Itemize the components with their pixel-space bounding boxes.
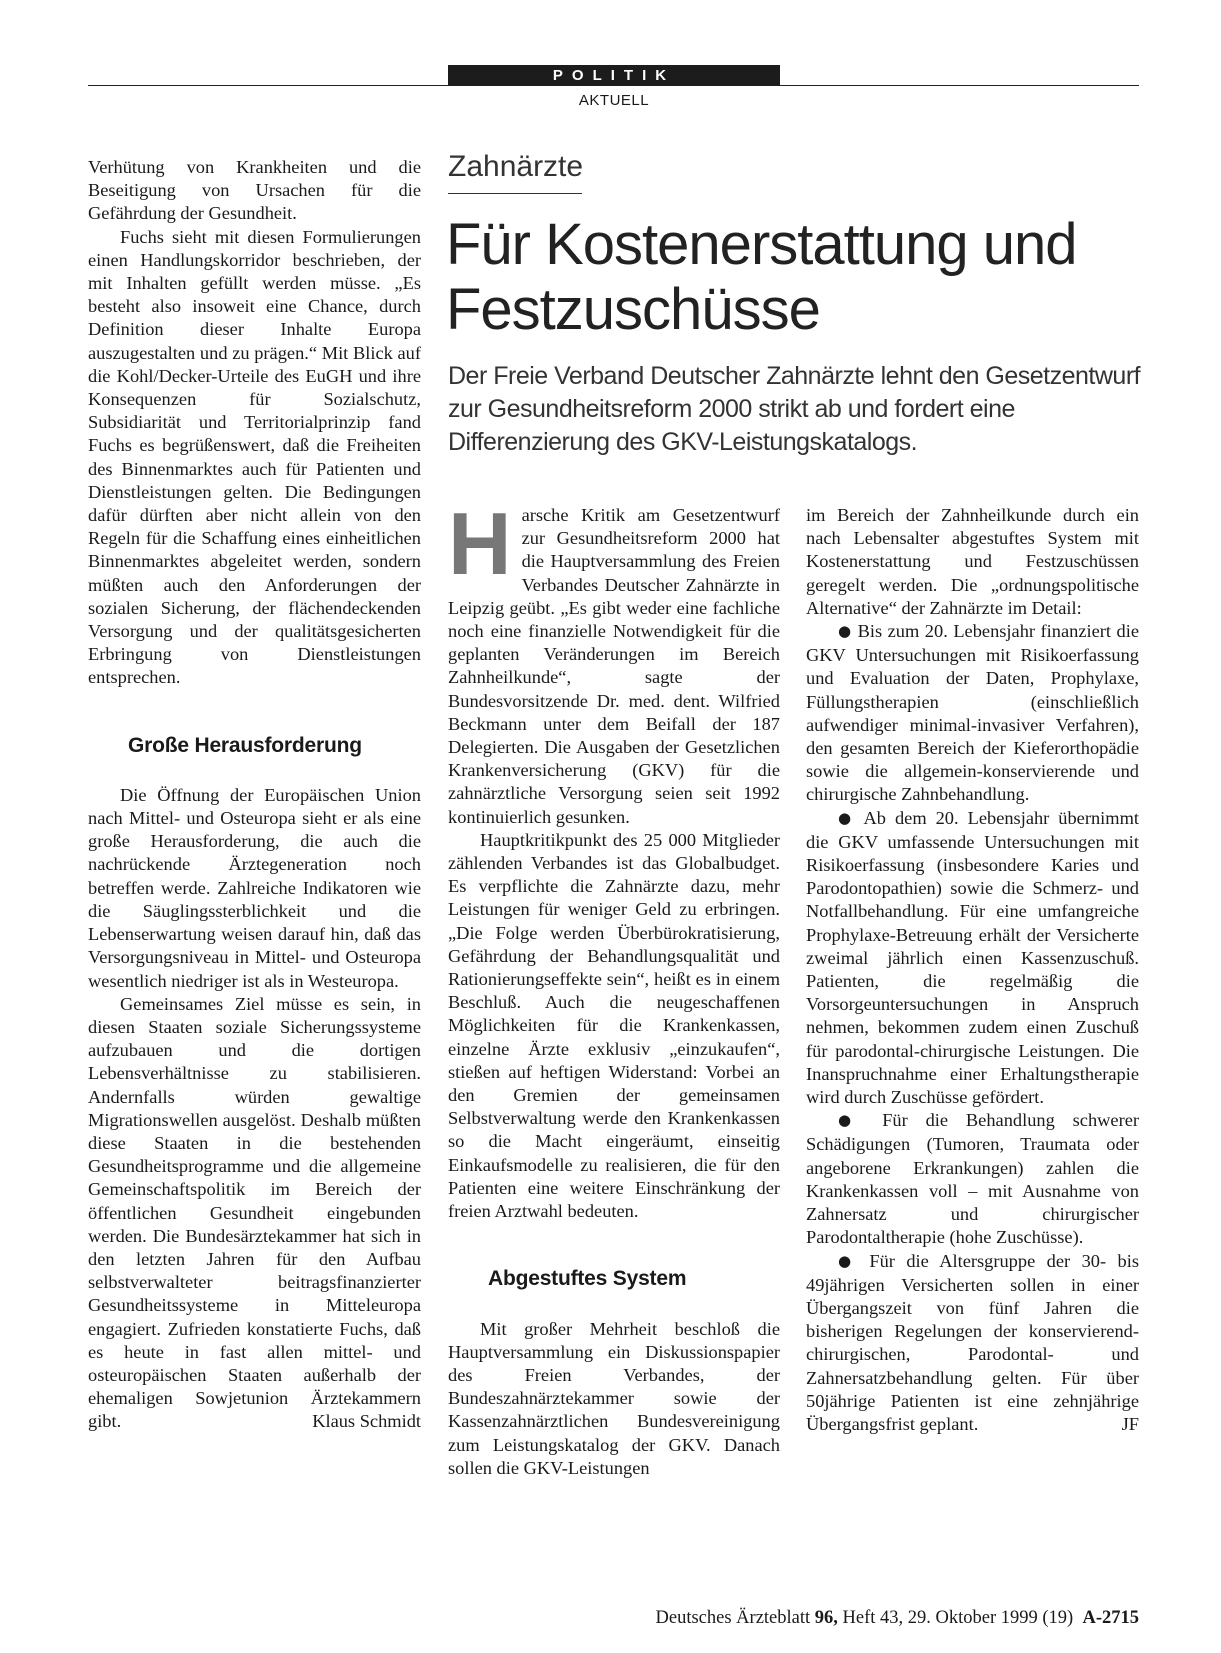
bullet-text: Für die Behandlung schwerer Schädigungen (Tumoren, Traumata oder angeborene Erkrankungen) zahlen die Krankenkassen voll – mit Ausnahme von Zahnersatz und chirurgischer Parodontaltherapie (hohe Zuschüsse). — [806, 1110, 1139, 1248]
paragraph: im Bereich der Zahnheilkunde durch ein nach Lebensalter abgestuftes System mit Kostenerstattung und Festzuschüssen geregelt werden. Die „ordnungspolitische Alternative“ der Zahnärzte im Detail: — [806, 505, 1139, 618]
article-lead: Der Freie Verband Deutscher Zahnärzte lehnt den Gesetzentwurf zur Gesundheitsreform 2000 strikt ab und fordert eine Differenzierung des GKV-Leistungskatalogs. — [448, 362, 1141, 456]
bullet-icon: ● — [838, 1251, 858, 1270]
column-middle — [448, 494, 780, 1480]
bullet-icon: ● — [838, 1111, 865, 1130]
paragraph — [88, 993, 421, 1434]
bullet-icon: ● — [838, 808, 856, 827]
column-left — [88, 156, 421, 1434]
paragraph: Verhütung von Krankheiten und die Beseitigung von Ursachen für die Gefährdung der Gesundheit. — [88, 157, 421, 224]
bullet-item — [806, 620, 1139, 807]
issue-info: Heft 43, 29. Oktober 1999 (19) — [842, 1608, 1074, 1628]
subsection-label: AKTUELL — [578, 92, 650, 109]
page-footer — [600, 1608, 1139, 1629]
drop-cap: H — [448, 494, 512, 593]
bullet-text: Für die Altersgruppe der 30- bis 49jährigen Versicherten sollen in einer Übergangszeit von fünf Jahren die bisherigen Regelungen der konservierend-chirurgischen, Parodontal- und Zahnersatzbehandlung gelten. Für über 50jährige Patienten ist eine zehnjährige Übergangsfrist geplant. — [806, 1250, 1139, 1434]
section-label: POLITIK — [448, 65, 780, 86]
bullet-item — [806, 807, 1139, 1110]
author-signature: JF — [1121, 1413, 1139, 1434]
paragraph: Fuchs sieht mit diesen Formulierungen einen Handlungskorridor beschrieben, der mit Inhalten gefüllt werden müsse. „Es besteht also insoweit eine Chance, durch Definition dieser Inhalte Europa auszugestalten und zu prägen.“ Mit Blick auf die Kohl/Decker-Urteile des EuGH und ihre Konsequenzen für Sozialschutz, Subsidiarität und Territorialprinzip fand Fuchs es begrüßenswert, daß die Freiheiten des Binnenmarktes auch für Patienten und Dienstleistungen gelten. Die Bedingungen dafür dürften aber nicht allein von den Regeln für die Schaffung eines einheitlichen Binnenmarktes abgeleitet werden, sondern müßten auch den Anforderungen der sozialen Sicherung, der flächendeckenden Versorgung und der qualitätsgesicherten Erbringung von Dienstleistungen entsprechen. — [88, 226, 421, 688]
article-kicker: Zahnärzte — [448, 150, 584, 183]
page-number: A-2715 — [1082, 1608, 1139, 1628]
column-right — [806, 504, 1139, 1436]
kicker-underline — [448, 193, 582, 194]
bullet-text: Ab dem 20. Lebensjahr übernimmt die GKV umfassende Untersuchungen mit Risikoerfassung (insbesondere Karies und Parodontopathien) sowie die Schmerz- und Notfallbehandlung. Für eine umfangreiche Prophylaxe-Betreuung erhält der Versicherte zweimal jährlich einen Kassenzuschuß. Patienten, die regelmäßig die Vorsorgeuntersuchungen in Anspruch nehmen, bekommen zudem einen Zuschuß für parodontal-chirurgische Leistungen. Die Inanspruchnahme einer Erhaltungstherapie wird durch Zuschüsse gefördert. — [806, 807, 1139, 1108]
article-title: Für Kostenerstattung und Festzuschüsse — [446, 212, 1077, 342]
journal-volume: 96, — [814, 1608, 838, 1628]
bullet-item — [806, 1250, 1139, 1437]
bullet-item — [806, 1109, 1139, 1249]
paragraph: Mit großer Mehrheit beschloß die Hauptversammlung ein Diskussionspapier des Freien Verbandes, der Bundeszahnärztekammer sowie der Kassenzahnärztlichen Bundesvereinigung zum Leistungskatalog der GKV. Danach sollen die GKV-Leistungen — [448, 1318, 780, 1478]
subheading: Große Herausforderung — [128, 733, 362, 757]
paragraph: Die Öffnung der Europäischen Union nach Mittel- und Osteuropa sieht er als eine große Herausforderung, die auch die nachrückende Ärztegeneration noch betreffen werde. Zahlreiche Indikatoren wie die Säuglingssterblichkeit und die Lebenserwartung weisen darauf hin, daß das Versorgungsniveau in Mittel- und Osteuropa wesentlich niedriger ist als in Westeuropa. — [88, 784, 421, 991]
paragraph — [448, 494, 780, 829]
paragraph: Hauptkritikpunkt des 25 000 Mitglieder zählenden Verbandes ist das Globalbudget. Es verpflichte die Zahnärzte dazu, mehr Leistungen für weniger Geld zu erbringen. „Die Folge werden Überbürokratisierung, Gefährdung der Behandlungsqualität und Rationierungseffekte sein“, heißt es in einem Beschluß. Auch die neugeschaffenen Möglichkeiten für die Krankenkassen, einzelne Ärzte exklusiv „einzukaufen“, stießen auf heftigen Widerstand: Vorbei an den Gremien der gemeinsamen Selbstverwaltung werde den Krankenkassen so die Macht eingeräumt, einseitig Einkaufsmodelle zu realisieren, die für den Patienten eine weitere Einschränkung der freien Arztwahl bedeuten. — [448, 829, 780, 1222]
paragraph-text: Gemeinsames Ziel müsse es sein, in diesen Staaten soziale Sicherungssysteme aufzubauen und die dortigen Lebensverhältnisse zu stabilisieren. Andernfalls würden gewaltige Migrationswellen ausgelöst. Deshalb müßten diese Staaten in die bestehenden Gesundheitsprogramme und die allgemeine Gemeinschaftspolitik im Bereich der öffentlichen Gesundheit eingebunden werden. Die Bundesärztekammer hat sich in den letzten Jahren für den Aufbau selbstverwalteter beitragsfinanzierter Gesundheitssysteme in Mitteleuropa engagiert. Zufrieden konstatierte Fuchs, daß es heute in fast allen mittel- und osteuropäischen Staaten außerhalb der ehemaligen Sowjetunion Ärztekammern gibt. — [88, 993, 421, 1432]
paragraph-text: arsche Kritik am Gesetzentwurf zur Gesundheitsreform 2000 hat die Hauptversammlung des Freien Verbandes Deutscher Zahnärzte in Leipzig geübt. „Es gibt weder eine fachliche noch eine finanzielle Notwendigkeit für die geplanten Veränderungen im Bereich Zahnheilkunde“, sagte der Bundesvorsitzende Dr. med. dent. Wilfried Beckmann unter dem Beifall der 187 Delegierten. Die Ausgaben der Gesetzlichen Krankenversicherung (GKV) für die zahnärztliche Versorgung seien seit 1992 kontinuierlich gesunken. — [448, 505, 780, 827]
author-signature: Klaus Schmidt — [312, 1411, 421, 1432]
subheading: Abgestuftes System — [488, 1267, 687, 1291]
bullet-icon: ● — [838, 622, 853, 641]
journal-name: Deutsches Ärzteblatt — [655, 1608, 811, 1628]
bullet-text: Bis zum 20. Lebensjahr finanziert die GKV Untersuchungen mit Risikoerfassung und Evaluation der Daten, Prophylaxe, Füllungstherapien (einschließlich aufwendiger minimal-invasiver Verfahren), den gesamten Bereich der Kieferorthopädie sowie die allgemein-konservierende und chirurgische Zahnbehandlung. — [806, 621, 1139, 805]
